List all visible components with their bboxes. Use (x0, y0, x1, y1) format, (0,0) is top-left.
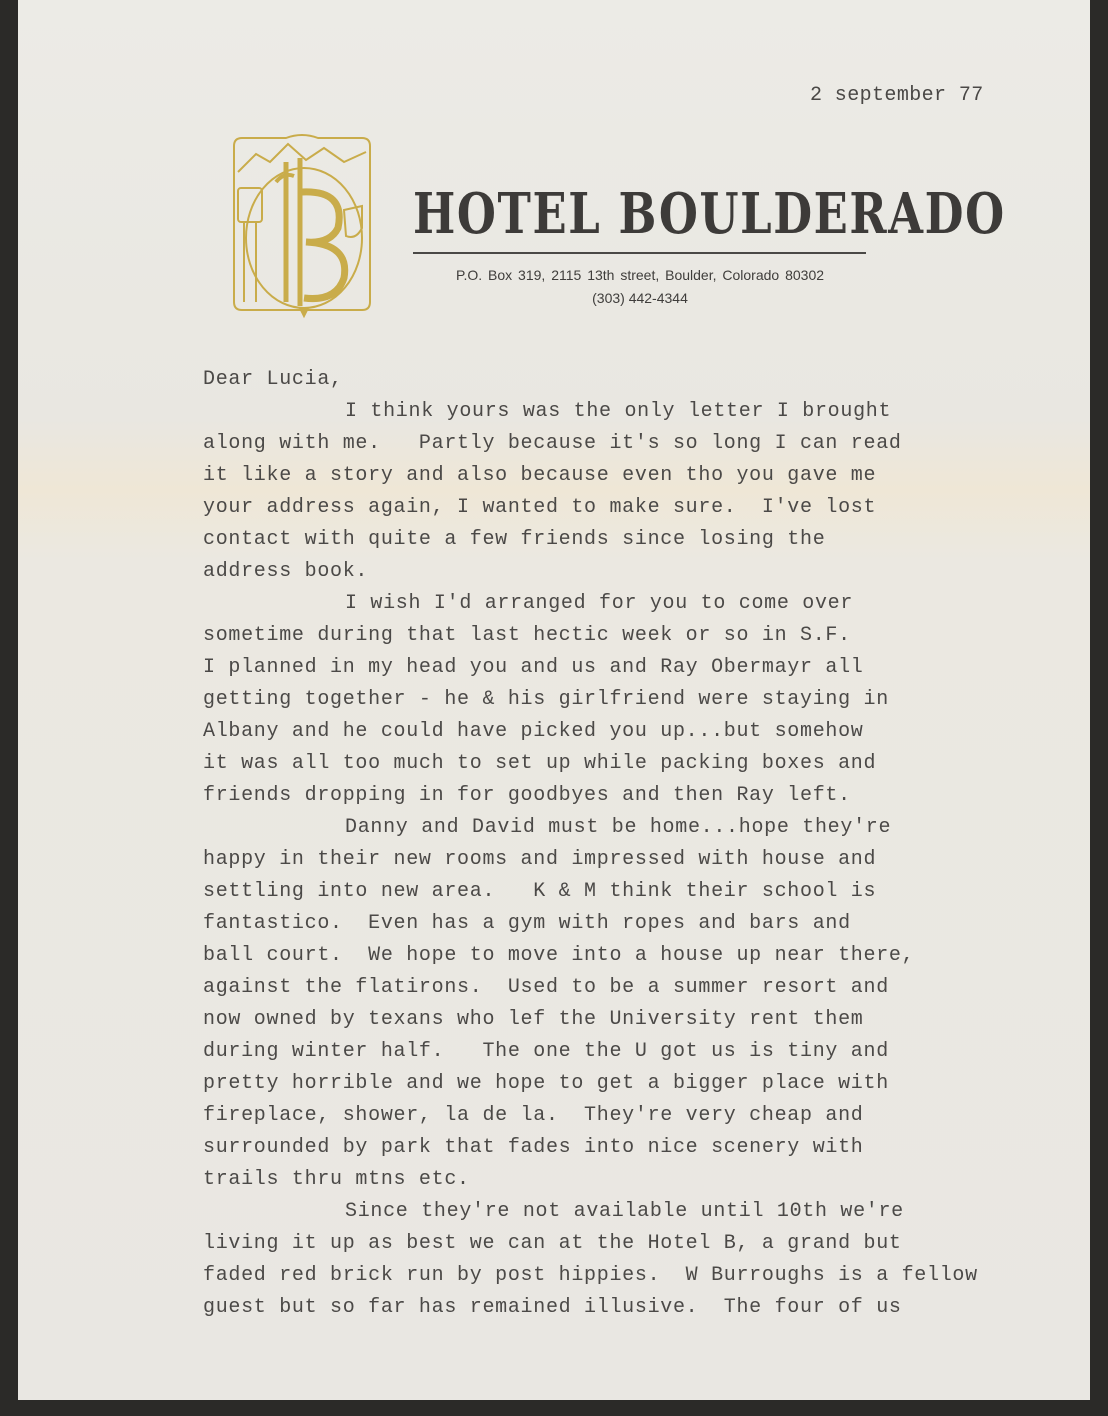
letter-line: ball court. We hope to move into a house up near there, (203, 944, 915, 967)
letter-line: I wish I'd arranged for you to come over (345, 592, 854, 615)
letter-line: your address again, I wanted to make sure. I've lost (203, 496, 877, 519)
letter-line: trails thru mtns etc. (203, 1168, 470, 1191)
letter-line: settling into new area. K & M think their school is (203, 880, 877, 903)
letter-line: it like a story and also because even tho you gave me (203, 464, 877, 487)
letter-line: Danny and David must be home...hope they're (345, 816, 892, 839)
letter-line: contact with quite a few friends since losing the (203, 528, 826, 551)
letter-line: guest but so far has remained illusive. The four of us (203, 1296, 902, 1319)
letter-line: friends dropping in for goodbyes and then Ray left. (203, 784, 851, 807)
hotel-name-heading: HOTEL BOULDERADO (413, 181, 1006, 247)
letter-line: happy in their new rooms and impressed with house and (203, 848, 877, 871)
letter-line: faded red brick run by post hippies. W Burroughs is a fellow (203, 1264, 978, 1287)
hotel-monogram-logo (226, 132, 378, 324)
hotel-address: P.O. Box 319, 2115 13th street, Boulder, Colorado 80302 (455, 267, 825, 283)
letter-line: fantastico. Even has a gym with ropes and bars and (203, 912, 851, 935)
letter-line: Since they're not available until 10th we're (345, 1200, 904, 1223)
letter-line: surrounded by park that fades into nice scenery with (203, 1136, 864, 1159)
letterhead-divider (413, 252, 866, 254)
letter-line: pretty horrible and we hope to get a bigger place with (203, 1072, 889, 1095)
letter-line: against the flatirons. Used to be a summer resort and (203, 976, 889, 999)
letter-line: living it up as best we can at the Hotel B, a grand but (203, 1232, 902, 1255)
letter-line: now owned by texans who lef the University rent them (203, 1008, 864, 1031)
hotel-phone: (303) 442-4344 (592, 290, 688, 306)
letter-date: 2 september 77 (810, 84, 984, 107)
letter-line: along with me. Partly because it's so long I can read (203, 432, 902, 455)
letter-line: fireplace, shower, la de la. They're very cheap and (203, 1104, 864, 1127)
letter-line: address book. (203, 560, 369, 583)
letter-line: sometime during that last hectic week or so in S.F. (203, 624, 851, 647)
salutation: Dear Lucia, (203, 368, 343, 391)
letter-line: Albany and he could have picked you up...but somehow (203, 720, 864, 743)
letter-line: I think yours was the only letter I brought (345, 400, 892, 423)
letter-line: during winter half. The one the U got us is tiny and (203, 1040, 889, 1063)
letter-line: I planned in my head you and us and Ray Obermayr all (203, 656, 864, 679)
letter-line: getting together - he & his girlfriend were staying in (203, 688, 889, 711)
hotel-name-heading-wrap (413, 181, 1006, 247)
letter-line: it was all too much to set up while packing boxes and (203, 752, 877, 775)
